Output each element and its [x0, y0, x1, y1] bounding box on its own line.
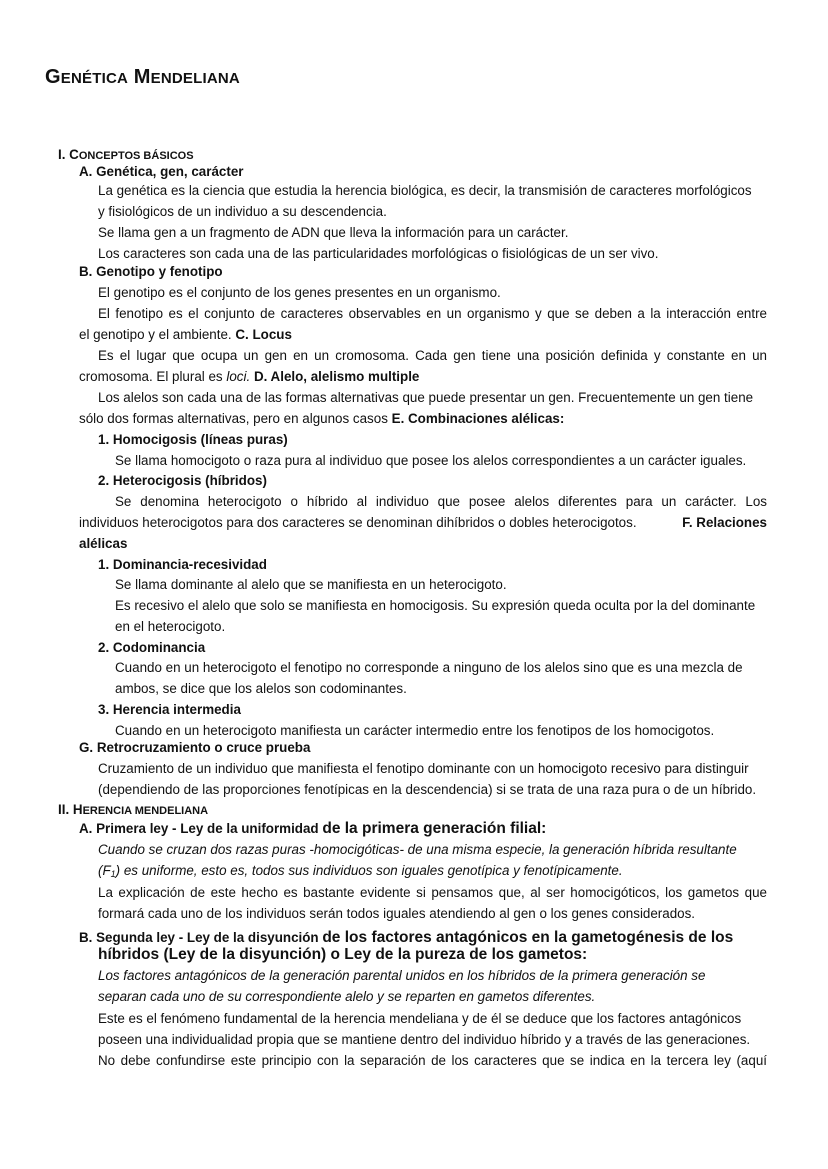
- paragraph-line: formará cada uno de los individuos serán todos iguales atendiendo al gen o los genes considerados.: [98, 906, 696, 921]
- subsection-heading: E. Combinaciones alélicas:: [391, 411, 565, 426]
- paragraph-line: Cuando en un heterocigoto el fenotipo no corresponde a ninguno de los alelos sino que es una mezcla de: [115, 660, 743, 675]
- paragraph-line: Se llama gen a un fragmento de ADN que lleva la información para un carácter.: [98, 225, 569, 240]
- subscript: 1: [110, 869, 116, 879]
- paragraph-text: cromosoma. El plural es: [79, 369, 223, 384]
- item-heading: 1. Dominancia-recesividad: [98, 557, 267, 572]
- paragraph-line: La explicación de este hecho es bastante evidente si pensamos que, al ser homocigóticos, los gametos que: [98, 885, 767, 900]
- law-heading-big: de los factores antagónicos en la gametogénesis de los: [322, 929, 734, 946]
- section-roman: I. C: [58, 147, 79, 162]
- paragraph-line: Es recesivo el alelo que solo se manifiesta en homocigosis. Su expresión queda oculta por la del dominante: [115, 598, 756, 613]
- title-letter: M: [133, 66, 151, 88]
- subsection-heading: D. Alelo, alelismo multiple: [253, 369, 420, 384]
- item-heading: 2. Heterocigosis (híbridos): [98, 473, 267, 488]
- law-heading-small: A. Primera ley - Ley de la uniformidad: [79, 821, 319, 836]
- law-heading-big: híbridos (Ley de la disyunción) o Ley de la pureza de los gametos:: [98, 946, 588, 963]
- paragraph-line: El fenotipo es el conjunto de caracteres observables en un organismo y que se deben a la interacción entre: [98, 306, 767, 321]
- subsection-heading: G. Retrocruzamiento o cruce prueba: [79, 740, 311, 755]
- italic-term: loci.: [226, 369, 251, 384]
- paragraph-line: No debe confundirse este principio con la separación de los caracteres que se indica en la tercera ley (aquí: [98, 1053, 767, 1068]
- section-roman: II. H: [58, 802, 83, 817]
- paragraph-line: Se llama homocigoto o raza pura al individuo que posee los alelos correspondientes a un carácter iguales.: [115, 453, 747, 468]
- paragraph-line: Este es el fenómeno fundamental de la herencia mendeliana y de él se deduce que los factores antagónicos: [98, 1011, 742, 1026]
- item-heading: 3. Herencia intermedia: [98, 702, 241, 717]
- item-heading: 1. Homocigosis (líneas puras): [98, 432, 288, 447]
- paragraph-line: Cruzamiento de un individuo que manifiesta el fenotipo dominante con un homocigoto recesivo para distinguir: [98, 761, 749, 776]
- section-rest: ERENCIA MENDELIANA: [82, 805, 209, 817]
- paragraph-line: La genética es la ciencia que estudia la herencia biológica, es decir, la transmisión de caracteres morfológicos: [98, 183, 752, 198]
- title-part: ENÉTICA: [60, 70, 129, 87]
- paragraph-line: Se llama dominante al alelo que se manifiesta en un heterocigoto.: [115, 577, 507, 592]
- law-heading: [79, 821, 546, 837]
- subsection-heading: A. Genética, gen, carácter: [79, 164, 244, 179]
- subsection-heading: B. Genotipo y fenotipo: [79, 264, 223, 279]
- paragraph-line: [79, 327, 292, 343]
- paragraph-line: (dependiendo de las proporciones fenotípicas en la descendencia) si se trata de una raza pura o de un híbrido.: [98, 782, 757, 797]
- paragraph-text: sólo dos formas alternativas, pero en algunos casos: [79, 411, 388, 426]
- paragraph-line: [79, 411, 564, 427]
- paragraph-line: El genotipo es el conjunto de los genes presentes en un organismo.: [98, 285, 501, 300]
- subsection-heading: alélicas: [79, 536, 128, 551]
- section-1-heading: [58, 147, 194, 164]
- item-heading: 2. Codominancia: [98, 640, 206, 655]
- subsection-heading: F. Relaciones: [682, 515, 767, 530]
- paragraph-line: [79, 515, 767, 531]
- law-text: (F: [98, 863, 111, 878]
- page-title: [45, 66, 240, 89]
- title-part: ENDELIANA: [150, 70, 240, 87]
- law-statement-line: Los factores antagónicos de la generación parental unidos en los híbridos de la primera generación se: [98, 968, 706, 983]
- paragraph-line: y fisiológicos de un individuo a su descendencia.: [98, 204, 387, 219]
- section-2-heading: [58, 802, 208, 819]
- law-heading-big: de la primera generación filial:: [322, 820, 547, 837]
- paragraph-line: ambos, se dice que los alelos son codominantes.: [115, 681, 407, 696]
- law-text: ) es uniforme, esto es, todos sus individuos son iguales genotípica y fenotípicamente.: [115, 863, 623, 878]
- law-heading-small: B. Segunda ley - Ley de la disyunción: [79, 930, 319, 945]
- paragraph-line: [79, 369, 419, 385]
- paragraph-line: Cuando en un heterocigoto manifiesta un carácter intermedio entre los fenotipos de los homocigotos.: [115, 723, 715, 738]
- paragraph-line: poseen una individualidad propia que se mantiene dentro del individuo híbrido y a través de las generaciones.: [98, 1032, 751, 1047]
- law-statement-line: separan cada uno de su correspondiente alelo y se reparten en gametos diferentes.: [98, 989, 596, 1004]
- subsection-heading: C. Locus: [235, 327, 292, 342]
- paragraph-text: individuos heterocigotos para dos caracteres se denominan dihíbridos o dobles heterocigotos.: [79, 515, 637, 530]
- law-heading: [79, 930, 733, 946]
- law-statement-line: [98, 863, 623, 882]
- title-letter: G: [45, 66, 61, 88]
- paragraph-text: el genotipo y el ambiente.: [79, 327, 232, 342]
- paragraph-line: Es el lugar que ocupa un gen en un cromosoma. Cada gen tiene una posición definida y constante en un: [98, 348, 767, 363]
- paragraph-line: Los caracteres son cada una de las particularidades morfológicas o fisiológicas de un ser vivo.: [98, 246, 659, 261]
- paragraph-line: en el heterocigoto.: [115, 619, 226, 634]
- paragraph-line: Se denomina heterocigoto o híbrido al individuo que posee alelos diferentes para un carácter. Los: [115, 494, 767, 509]
- law-statement-line: Cuando se cruzan dos razas puras -homocigóticas- de una misma especie, la generación híbrida resultante: [98, 842, 737, 857]
- section-rest: ONCEPTOS BÁSICOS: [78, 150, 194, 162]
- paragraph-line: Los alelos son cada una de las formas alternativas que puede presentar un gen. Frecuentemente un gen tiene: [98, 390, 754, 405]
